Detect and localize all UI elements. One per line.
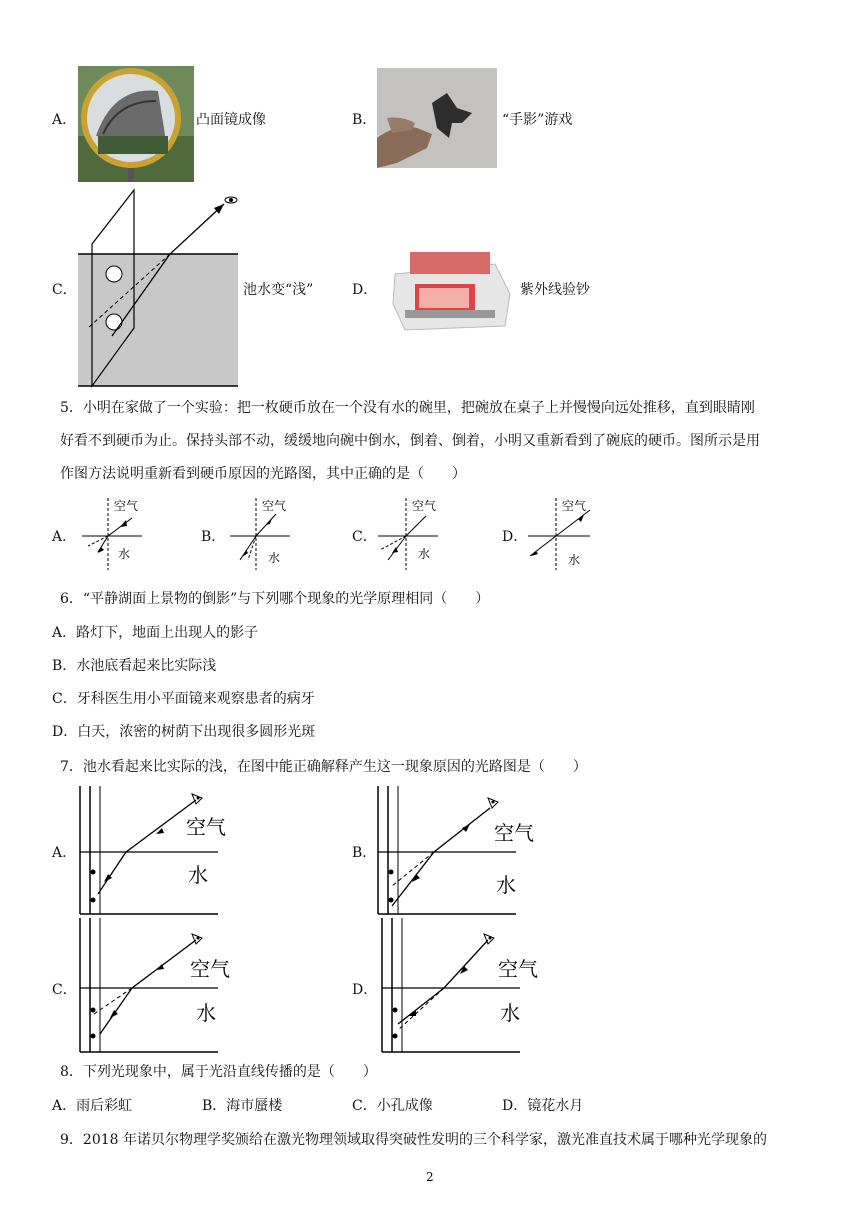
q5-a-air-label: 空气 xyxy=(114,499,139,513)
q5-d-water-label: 水 xyxy=(568,553,581,567)
q5-option-a-letter: A． xyxy=(52,529,77,545)
q7-c-water-label: 水 xyxy=(196,1001,216,1025)
q4-option-b-letter: B． xyxy=(352,112,377,128)
q4-option-c-caption: 池水变“浅” xyxy=(243,282,314,298)
q5-c-water-label: 水 xyxy=(418,547,431,561)
q7-stem: 7．池水看起来比实际的浅，在图中能正确解释产生这一现象原因的光路图是（ ） xyxy=(60,759,587,775)
q7-option-b-letter: B． xyxy=(352,845,377,861)
q8-option-d: D．镜花水月 xyxy=(502,1098,584,1114)
q7-b-water-label: 水 xyxy=(496,873,516,897)
q5-diagram-a xyxy=(80,496,160,572)
q4-option-a-letter: A． xyxy=(52,112,77,128)
q5-option-c-letter: C． xyxy=(352,529,377,545)
q7-b-air-label: 空气 xyxy=(494,821,534,845)
eye-icon xyxy=(488,798,498,808)
q5-option-b-letter: B． xyxy=(201,529,226,545)
q7-diagram-c xyxy=(78,918,238,1054)
q8-stem: 8．下列光现象中，属于光沿直线传播的是（ ） xyxy=(60,1064,377,1080)
q5-stem-line-1: 5．小明在家做了一个实验：把一枚硬币放在一个没有水的碗里，把碗放在桌子上并慢慢向远处推移，直到眼睛刚 xyxy=(60,400,755,416)
q7-c-air-label: 空气 xyxy=(190,957,230,981)
q7-option-d-letter: D． xyxy=(352,982,378,998)
q7-d-air-label: 空气 xyxy=(498,957,538,981)
q6-option-c: C．牙科医生用小平面镜来观察患者的病牙 xyxy=(52,691,315,707)
pool-depth-diagram xyxy=(74,188,244,388)
q8-option-b: B．海市蜃楼 xyxy=(202,1098,283,1114)
q5-diagram-c xyxy=(376,496,456,572)
q6-option-d: D．白天，浓密的树荫下出现很多圆形光斑 xyxy=(52,724,316,740)
q4-option-c-letter: C． xyxy=(52,282,77,298)
q9-stem-line-1: 9．2018 年诺贝尔物理学奖颁给在激光物理领域取得突破性发明的三个科学家，激光准直技术属于哪种光学现象的 xyxy=(60,1132,767,1148)
q7-diagram-b xyxy=(376,786,536,916)
q7-d-water-label: 水 xyxy=(500,1001,520,1025)
hand-shadow-photo xyxy=(377,68,497,168)
convex-mirror-photo xyxy=(78,66,194,182)
money-counter-photo xyxy=(385,234,515,334)
q5-c-air-label: 空气 xyxy=(412,499,437,513)
q4-option-a-caption: 凸面镜成像 xyxy=(196,112,266,128)
q8-option-c: C．小孔成像 xyxy=(352,1098,433,1114)
q7-diagram-a xyxy=(78,786,238,916)
q5-d-air-label: 空气 xyxy=(562,499,587,513)
q6-stem: 6．“平静湖面上景物的倒影”与下列哪个现象的光学原理相同（ ） xyxy=(60,591,490,607)
q8-option-a: A．雨后彩虹 xyxy=(52,1098,133,1114)
q4-option-b-caption: “手影”游戏 xyxy=(502,112,573,128)
q7-a-air-label: 空气 xyxy=(186,815,226,839)
q5-option-d-letter: D． xyxy=(502,529,528,545)
q5-stem-line-2: 好看不到硬币为止。保持头部不动，缓缓地向碗中倒水，倒着、倒着，小明又重新看到了碗底的硬币。图所示是用 xyxy=(60,433,760,449)
q6-option-b: B．水池底看起来比实际浅 xyxy=(52,658,217,674)
q7-option-a-letter: A． xyxy=(52,845,77,861)
eye-icon xyxy=(225,197,237,203)
q4-option-d-letter: D． xyxy=(352,282,378,298)
q7-option-c-letter: C． xyxy=(52,982,77,998)
q5-diagram-d xyxy=(526,496,606,572)
q5-b-water-label: 水 xyxy=(268,551,281,565)
q6-option-a: A．路灯下，地面上出现人的影子 xyxy=(52,625,259,641)
page-number: 2 xyxy=(426,1170,434,1184)
q5-a-water-label: 水 xyxy=(118,547,131,561)
q5-diagram-b xyxy=(228,496,308,572)
q4-option-d-caption: 紫外线验钞 xyxy=(520,282,590,298)
q7-diagram-d xyxy=(380,918,550,1054)
q5-b-air-label: 空气 xyxy=(262,499,287,513)
q7-a-water-label: 水 xyxy=(188,863,208,887)
q5-stem-line-3: 作图方法说明重新看到硬币原因的光路图，其中正确的是（ ） xyxy=(60,466,466,482)
